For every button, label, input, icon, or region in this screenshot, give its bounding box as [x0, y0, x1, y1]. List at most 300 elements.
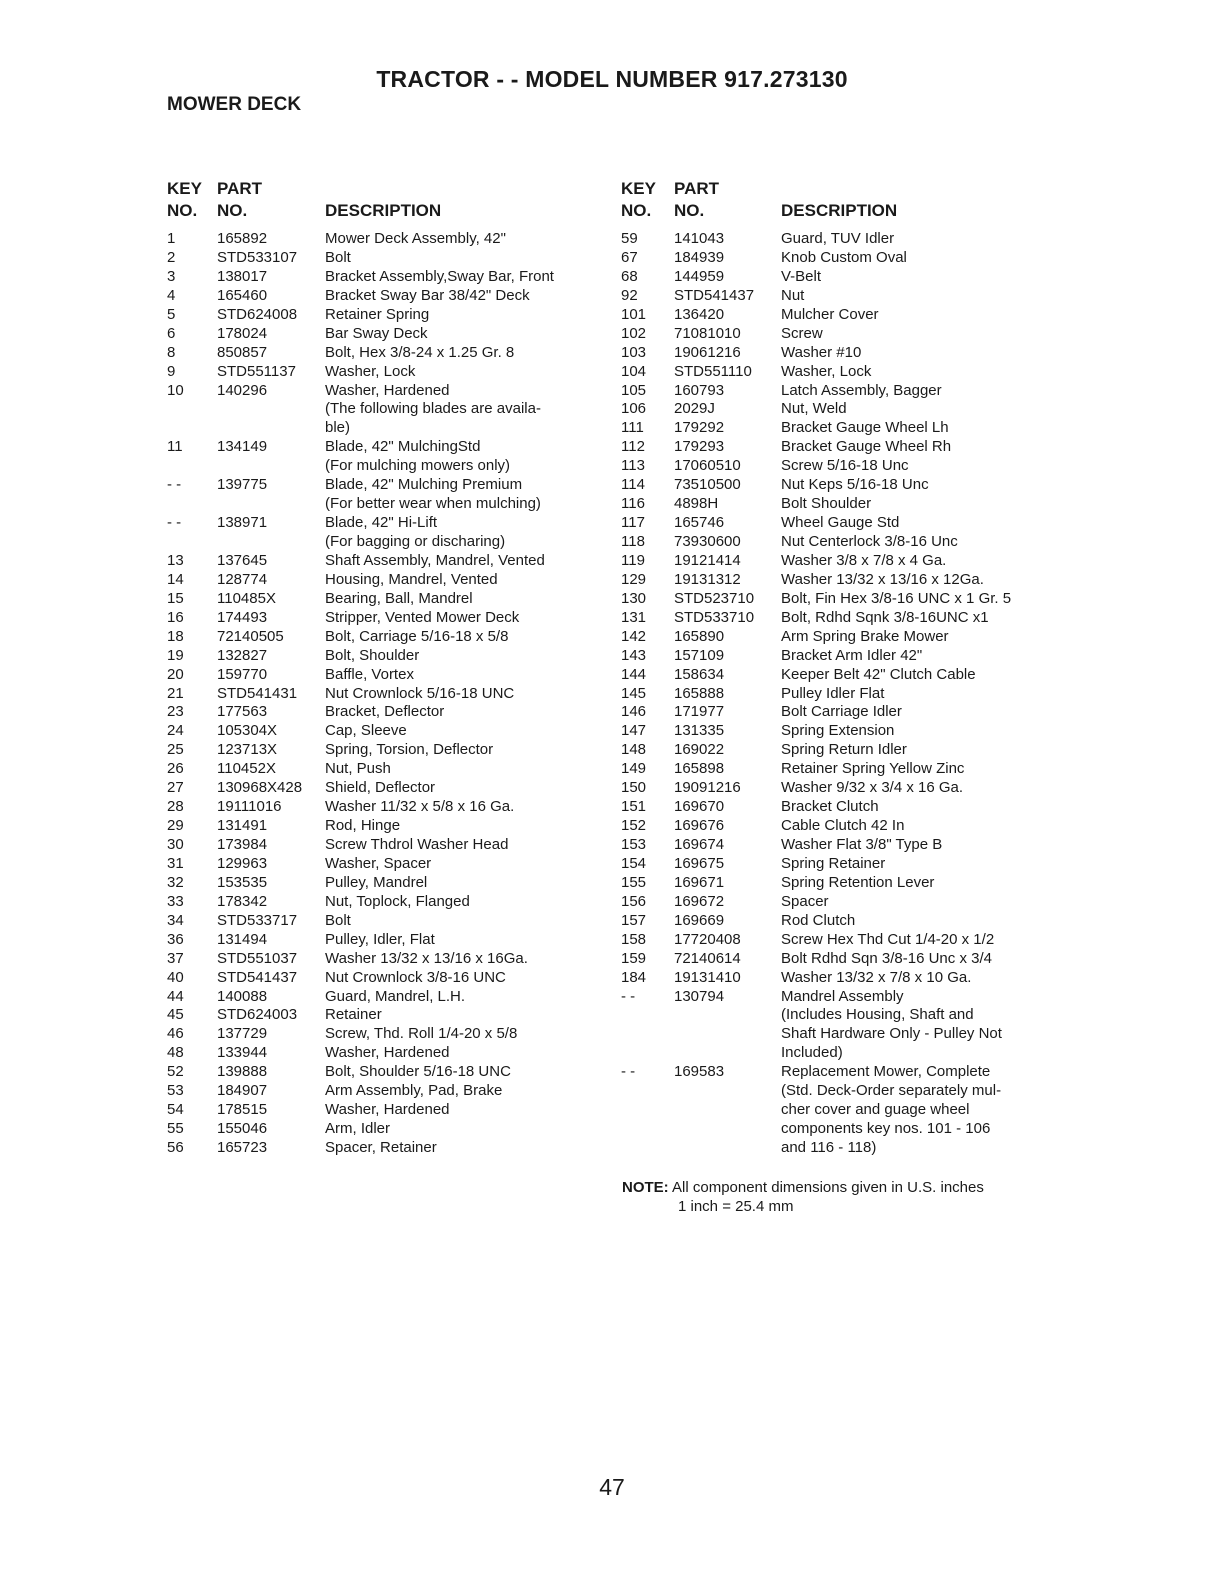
key-no: 29: [167, 817, 184, 835]
part-no: 155046: [217, 1120, 268, 1138]
key-no: 155: [621, 873, 647, 891]
part-no: 169022: [674, 741, 725, 759]
table-row: [167, 1063, 607, 1082]
key-no: 114: [621, 476, 645, 494]
table-row: [167, 400, 607, 419]
description: V-Belt: [781, 267, 822, 285]
key-no: 27: [167, 779, 184, 797]
table-row: [167, 495, 607, 514]
description: Nut: [781, 286, 805, 304]
description: Washer 13/32 x 13/16 x 16Ga.: [325, 949, 528, 967]
part-no: 169583: [674, 1063, 725, 1081]
table-row: [621, 400, 1081, 419]
description: Bolt, Shoulder 5/16-18 UNC: [325, 1063, 511, 1081]
table-row: [621, 685, 1081, 704]
table-row: [621, 419, 1081, 438]
part-no: 165888: [674, 684, 725, 702]
table-row: [621, 760, 1081, 779]
part-no: 165892: [217, 230, 268, 247]
table-row: [167, 950, 607, 969]
key-no: 152: [621, 817, 647, 835]
key-no: 159: [621, 949, 647, 967]
part-no: 165890: [674, 627, 725, 645]
part-no: 19121414: [674, 551, 741, 569]
description: Spring Retention Lever: [781, 873, 935, 891]
description: Retainer Spring Yellow Zinc: [781, 760, 965, 778]
key-no: 14: [167, 570, 184, 588]
part-no: 139775: [217, 476, 268, 494]
description: Cap, Sleeve: [325, 722, 407, 740]
description: Mower Deck Assembly, 42": [325, 230, 506, 247]
description: Nut Crownlock 3/8-16 UNC: [325, 968, 506, 986]
parts-table-right: [621, 178, 1081, 1158]
key-no: 52: [167, 1063, 184, 1081]
part-no: 179292: [674, 419, 725, 437]
part-no: 850857: [217, 343, 268, 361]
part-no: 144959: [674, 267, 725, 285]
description: Baffle, Vortex: [325, 665, 414, 683]
key-no: 34: [167, 911, 184, 929]
part-no: STD541437: [217, 968, 298, 986]
key-no: 68: [621, 267, 638, 285]
description: Spring Retainer: [781, 854, 886, 872]
table-row: [621, 741, 1081, 760]
table-row: [621, 874, 1081, 893]
table-row: [167, 438, 607, 457]
key-no: 59: [621, 230, 638, 247]
description: Bolt, Hex 3/8-24 x 1.25 Gr. 8: [325, 343, 515, 361]
table-row: [167, 609, 607, 628]
part-no: STD533710: [674, 608, 755, 626]
description: cher cover and guage wheel: [781, 1101, 970, 1119]
part-no: 178342: [217, 892, 268, 910]
part-no: 105304X: [217, 722, 278, 740]
table-row: [621, 1139, 1081, 1158]
description: Latch Assembly, Bagger: [781, 381, 942, 399]
description: (For better wear when mulching): [325, 495, 541, 513]
description: Washer, Hardened: [325, 381, 450, 399]
table-row: [167, 571, 607, 590]
table-row: [621, 722, 1081, 741]
description: Bolt, Shoulder: [325, 646, 420, 664]
part-no: 129963: [217, 854, 268, 872]
key-no: 46: [167, 1025, 184, 1043]
part-no: 140088: [217, 987, 268, 1005]
part-no: 177563: [217, 703, 268, 721]
part-no: 158634: [674, 665, 725, 683]
table-row: [621, 1025, 1081, 1044]
table-row: [167, 855, 607, 874]
table-row: [621, 306, 1081, 325]
key-no: 45: [167, 1006, 184, 1024]
part-no: 132827: [217, 646, 268, 664]
table-row: [621, 344, 1081, 363]
key-no: 117: [621, 514, 645, 532]
key-no: 104: [621, 362, 647, 380]
table-row: [167, 874, 607, 893]
part-no: 128774: [217, 570, 268, 588]
description: Washer 11/32 x 5/8 x 16 Ga.: [325, 798, 515, 816]
part-no: STD551137: [217, 362, 296, 380]
description: Spring, Torsion, Deflector: [325, 741, 494, 759]
description: Bolt, Fin Hex 3/8-16 UNC x 1 Gr. 5: [781, 589, 1012, 607]
table-row: [621, 249, 1081, 268]
description: Bracket Arm Idler 42": [781, 646, 923, 664]
header-part-no: NO.: [674, 201, 705, 220]
part-no: 133944: [217, 1044, 268, 1062]
description: Wheel Gauge Std: [781, 514, 900, 532]
table-body-left: [167, 230, 607, 1158]
key-no: 20: [167, 665, 184, 683]
key-no: 154: [621, 854, 647, 872]
key-no: 53: [167, 1082, 184, 1100]
table-row: [167, 325, 607, 344]
description: Spring Extension: [781, 722, 895, 740]
description: Included): [781, 1044, 843, 1062]
table-row: [167, 287, 607, 306]
part-no: 72140614: [674, 949, 741, 967]
table-row: [167, 1120, 607, 1139]
description: Washer, Lock: [325, 362, 416, 380]
part-no: 130794: [674, 987, 725, 1005]
part-no: 153535: [217, 873, 268, 891]
key-no: - -: [167, 514, 182, 532]
key-no: - -: [167, 476, 182, 494]
key-no: 6: [167, 324, 176, 342]
table-row: [621, 325, 1081, 344]
header-key: KEY: [621, 179, 656, 198]
table-row: [167, 533, 607, 552]
key-no: 102: [621, 324, 647, 342]
part-no: STD523710: [674, 589, 755, 607]
description: Spacer: [781, 892, 829, 910]
key-no: 3: [167, 267, 176, 285]
part-no: 71081010: [674, 324, 741, 342]
table-row: [167, 363, 607, 382]
description: Bracket Assembly,Sway Bar, Front: [325, 267, 554, 285]
dimension-note: [622, 1178, 984, 1216]
description: Washer 13/32 x 7/8 x 10 Ga.: [781, 968, 972, 986]
key-no: 25: [167, 741, 184, 759]
description: Washer, Lock: [781, 362, 872, 380]
description: Bolt Shoulder: [781, 495, 872, 513]
description: Bolt, Carriage 5/16-18 x 5/8: [325, 627, 509, 645]
part-no: 138017: [217, 267, 268, 285]
key-no: 153: [621, 836, 647, 853]
description: Bracket Sway Bar 38/42" Deck: [325, 286, 530, 304]
part-no: STD541431: [217, 684, 298, 702]
description: Housing, Mandrel, Vented: [325, 570, 498, 588]
table-row: [621, 1082, 1081, 1101]
table-row: [621, 1063, 1081, 1082]
key-no: 19: [167, 646, 184, 664]
key-no: 101: [621, 305, 647, 323]
part-no: 4898H: [674, 495, 719, 513]
key-no: 26: [167, 760, 184, 778]
part-no: 169671: [674, 873, 725, 891]
part-no: 130968X428: [217, 779, 303, 797]
table-row: [621, 1101, 1081, 1120]
table-row: [621, 779, 1081, 798]
key-no: 105: [621, 381, 647, 399]
table-row: [621, 1006, 1081, 1025]
table-row: [167, 230, 607, 249]
part-no: 169672: [674, 892, 725, 910]
part-no: 19131410: [674, 968, 741, 986]
table-row: [167, 741, 607, 760]
description: Washer 13/32 x 13/16 x 12Ga.: [781, 570, 984, 588]
page-number: 47: [599, 1474, 625, 1500]
description: Washer Flat 3/8" Type B: [781, 836, 943, 853]
part-no: 19061216: [674, 343, 741, 361]
table-row: [621, 950, 1081, 969]
description: Pulley, Mandrel: [325, 873, 428, 891]
part-no: 72140505: [217, 627, 284, 645]
description: Mandrel Assembly: [781, 987, 904, 1005]
key-no: 151: [621, 798, 647, 816]
description: Replacement Mower, Complete: [781, 1063, 991, 1081]
description: (For mulching mowers only): [325, 457, 511, 475]
key-no: 18: [167, 627, 184, 645]
description: Knob Custom Oval: [781, 248, 907, 266]
part-no: 184939: [674, 248, 725, 266]
table-row: [621, 703, 1081, 722]
part-no: 171977: [674, 703, 725, 721]
description: Screw 5/16-18 Unc: [781, 457, 909, 475]
part-no: 19131312: [674, 570, 741, 588]
table-row: [621, 457, 1081, 476]
description: Spacer, Retainer: [325, 1139, 437, 1156]
description: Spring Return Idler: [781, 741, 907, 759]
table-row: [621, 836, 1081, 855]
part-no: 173984: [217, 836, 268, 853]
note-label: NOTE:: [622, 1179, 669, 1196]
key-no: 21: [167, 684, 184, 702]
table-row: [621, 855, 1081, 874]
part-no: 110452X: [217, 760, 276, 778]
description: components key nos. 101 - 106: [781, 1120, 991, 1138]
header-key: KEY: [167, 179, 202, 198]
header-description: DESCRIPTION: [325, 201, 442, 220]
key-no: 48: [167, 1044, 184, 1062]
table-row: [621, 988, 1081, 1007]
description: Washer 9/32 x 3/4 x 16 Ga.: [781, 779, 964, 797]
description: Bolt, Rdhd Sqnk 3/8-16UNC x1: [781, 608, 989, 626]
key-no: 24: [167, 722, 184, 740]
part-no: 169676: [674, 817, 725, 835]
table-row: [621, 969, 1081, 988]
table-row: [167, 1139, 607, 1158]
key-no: 148: [621, 741, 647, 759]
table-row: [621, 1120, 1081, 1139]
description: Guard, TUV Idler: [781, 230, 895, 247]
key-no: 23: [167, 703, 184, 721]
table-row: [621, 268, 1081, 287]
part-no: 2029J: [674, 400, 715, 418]
header-part: PART: [217, 179, 263, 198]
table-row: [621, 628, 1081, 647]
part-no: 110485X: [217, 589, 276, 607]
part-no: 17060510: [674, 457, 741, 475]
key-no: - -: [621, 1063, 636, 1081]
key-no: 111: [621, 419, 644, 437]
key-no: 92: [621, 286, 638, 304]
header-key-no: NO.: [621, 201, 652, 220]
description: Pulley, Idler, Flat: [325, 930, 435, 948]
key-no: 40: [167, 968, 184, 986]
key-no: 2: [167, 248, 176, 266]
key-no: 158: [621, 930, 647, 948]
description: Guard, Mandrel, L.H.: [325, 987, 466, 1005]
table-row: [621, 571, 1081, 590]
description: Rod Clutch: [781, 911, 856, 929]
description: Screw, Thd. Roll 1/4-20 x 5/8: [325, 1025, 518, 1043]
description: Shaft Assembly, Mandrel, Vented: [325, 551, 545, 569]
key-no: 145: [621, 684, 647, 702]
part-no: 131491: [217, 817, 268, 835]
part-no: 138971: [217, 514, 268, 532]
part-no: 19111016: [217, 798, 282, 816]
description: Cable Clutch 42 In: [781, 817, 905, 835]
key-no: 142: [621, 627, 647, 645]
part-no: 19091216: [674, 779, 741, 797]
header-part: PART: [674, 179, 720, 198]
description: Screw Thdrol Washer Head: [325, 836, 509, 853]
key-no: 103: [621, 343, 647, 361]
part-no: 137729: [217, 1025, 268, 1043]
key-no: 11: [167, 438, 183, 456]
key-no: 31: [167, 854, 184, 872]
table-row: [167, 306, 607, 325]
table-row: [621, 495, 1081, 514]
description: (Includes Housing, Shaft and: [781, 1006, 974, 1024]
description: Keeper Belt 42" Clutch Cable: [781, 665, 976, 683]
key-no: 67: [621, 248, 638, 266]
part-no: 165723: [217, 1139, 268, 1156]
key-no: 56: [167, 1139, 184, 1156]
part-no: STD551110: [674, 362, 752, 380]
key-no: 106: [621, 400, 647, 418]
part-no: 165746: [674, 514, 725, 532]
description: Stripper, Vented Mower Deck: [325, 608, 520, 626]
table-row: [621, 931, 1081, 950]
table-row: [621, 533, 1081, 552]
part-no: STD624003: [217, 1006, 298, 1024]
table-row: [167, 249, 607, 268]
part-no: 160793: [674, 381, 725, 399]
part-no: 73930600: [674, 533, 741, 550]
part-no: 134149: [217, 438, 268, 456]
part-no: 165898: [674, 760, 725, 778]
part-no: 184907: [217, 1082, 268, 1100]
table-row: [167, 457, 607, 476]
key-no: 116: [621, 495, 645, 513]
part-no: 169670: [674, 798, 725, 816]
table-row: [167, 703, 607, 722]
part-no: 140296: [217, 381, 268, 399]
description: Bar Sway Deck: [325, 324, 428, 342]
key-no: 184: [621, 968, 647, 986]
table-row: [621, 230, 1081, 249]
table-row: [621, 647, 1081, 666]
table-row: [167, 666, 607, 685]
description: Bracket Clutch: [781, 798, 879, 816]
key-no: 112: [621, 438, 645, 456]
part-no: 136420: [674, 305, 725, 323]
part-no: 169674: [674, 836, 725, 853]
page-title: TRACTOR - - MODEL NUMBER 917.273130: [376, 66, 848, 92]
table-row: [167, 268, 607, 287]
key-no: 149: [621, 760, 647, 778]
description: (Std. Deck-Order separately mul-: [781, 1082, 1002, 1100]
part-no: 137645: [217, 551, 268, 569]
description: Washer, Spacer: [325, 854, 432, 872]
part-no: 159770: [217, 665, 268, 683]
key-no: 131: [621, 608, 647, 626]
note-text: All component dimensions given in U.S. inches: [672, 1179, 984, 1196]
key-no: 37: [167, 949, 184, 967]
key-no: 143: [621, 646, 647, 664]
key-no: 113: [621, 457, 645, 475]
table-row: [621, 912, 1081, 931]
description: Bolt: [325, 911, 351, 929]
table-row: [167, 1025, 607, 1044]
key-no: 28: [167, 798, 184, 816]
key-no: 4: [167, 286, 176, 304]
description: Nut, Push: [325, 760, 391, 778]
table-row: [167, 685, 607, 704]
description: Screw: [781, 324, 823, 342]
table-row: [167, 419, 607, 438]
description: Bolt: [325, 248, 351, 266]
table-row: [621, 1044, 1081, 1063]
part-no: STD533717: [217, 911, 298, 929]
key-no: 36: [167, 930, 184, 948]
table-row: [621, 798, 1081, 817]
description: Nut, Toplock, Flanged: [325, 892, 470, 910]
header-key-no: NO.: [167, 201, 198, 220]
part-no: 131494: [217, 930, 268, 948]
table-row: [167, 912, 607, 931]
key-no: 16: [167, 608, 184, 626]
description: Shaft Hardware Only - Pulley Not: [781, 1025, 1002, 1043]
table-row: [621, 476, 1081, 495]
description: Arm, Idler: [325, 1120, 391, 1138]
part-no: 131335: [674, 722, 725, 740]
part-no: 178515: [217, 1101, 268, 1119]
key-no: 9: [167, 362, 176, 380]
part-no: STD551037: [217, 949, 298, 967]
key-no: 144: [621, 665, 647, 683]
table-row: [167, 969, 607, 988]
table-row: [621, 893, 1081, 912]
table-row: [167, 1006, 607, 1025]
description: Nut Keps 5/16-18 Unc: [781, 476, 929, 494]
table-row: [167, 817, 607, 836]
description: (The following blades are availa-: [325, 400, 541, 418]
description: Bolt Carriage Idler: [781, 703, 902, 721]
part-no: 139888: [217, 1063, 268, 1081]
description: Nut Crownlock 5/16-18 UNC: [325, 684, 515, 702]
description: (For bagging or discharing): [325, 533, 506, 550]
table-row: [621, 287, 1081, 306]
part-no: 141043: [674, 230, 725, 247]
key-no: 15: [167, 589, 184, 607]
header-part-no: NO.: [217, 201, 248, 220]
description: Arm Assembly, Pad, Brake: [325, 1082, 503, 1100]
description: Bracket, Deflector: [325, 703, 445, 721]
description: Bolt Rdhd Sqn 3/8-16 Unc x 3/4: [781, 949, 992, 967]
